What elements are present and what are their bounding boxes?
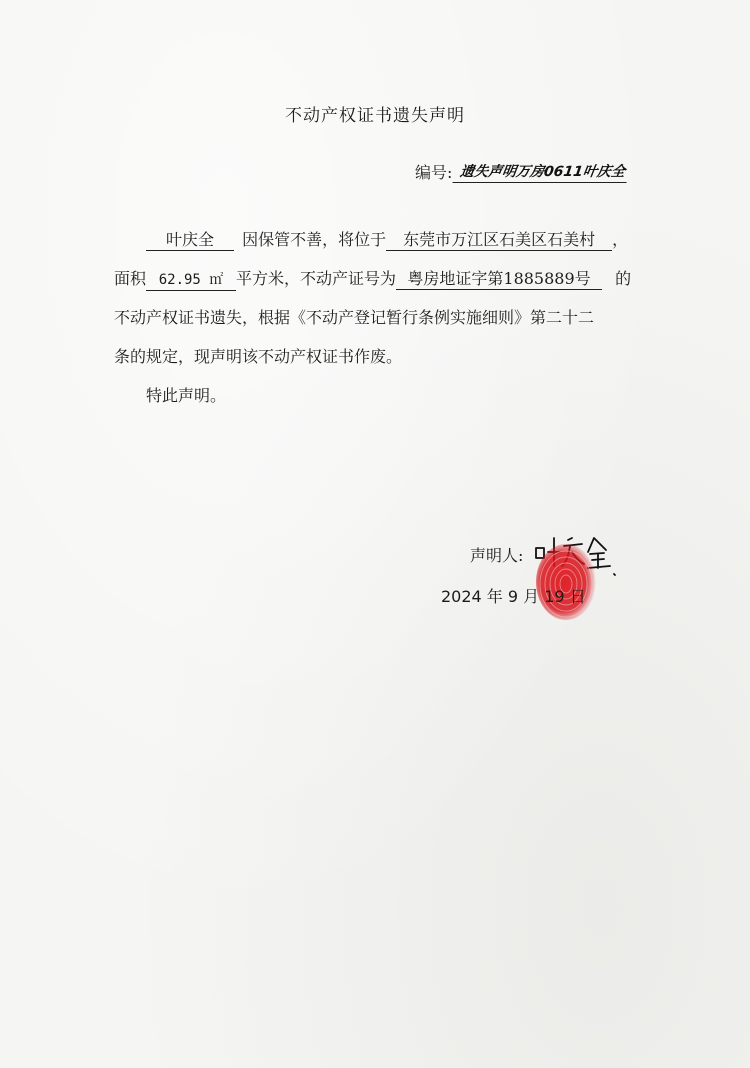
area-value: 62.95 ㎡ [146, 270, 236, 291]
area-label: 面积 [114, 269, 147, 288]
serial-number [415, 160, 628, 183]
declaration-date: 2024 年 9 月 19 日 [441, 587, 586, 606]
paragraph-line-3: 不动产权证书遗失，根据《不动产登记暂行条例实施细则》第二十二 [114, 308, 595, 327]
serial-label: 编号: [415, 163, 453, 182]
certificate-number: 粤房地证字第1885889号 [396, 269, 602, 290]
document-title: 不动产权证书遗失声明 [285, 106, 465, 126]
signature-label: 声明人: [470, 546, 524, 565]
area-suffix: 平方米，不动产证号为 [236, 269, 397, 288]
serial-handwritten-value: 遗失声明万房0611叶庆全 [453, 161, 630, 183]
address-comma: ， [612, 230, 629, 249]
paragraph-line-2 [114, 269, 631, 291]
closing-statement: 特此声明。 [146, 386, 227, 405]
text-after-name: 因保管不善，将位于 [242, 230, 387, 249]
paragraph-line-1 [146, 230, 628, 251]
text-after-cert: 的 [615, 269, 632, 288]
red-fingerprint-stamp [532, 540, 604, 622]
paragraph-line-4: 条的规定，现声明该不动产权证书作废。 [114, 347, 403, 366]
declarant-name: 叶庆全 [146, 230, 234, 251]
property-address: 东莞市万江区石美区石美村 [386, 230, 612, 251]
